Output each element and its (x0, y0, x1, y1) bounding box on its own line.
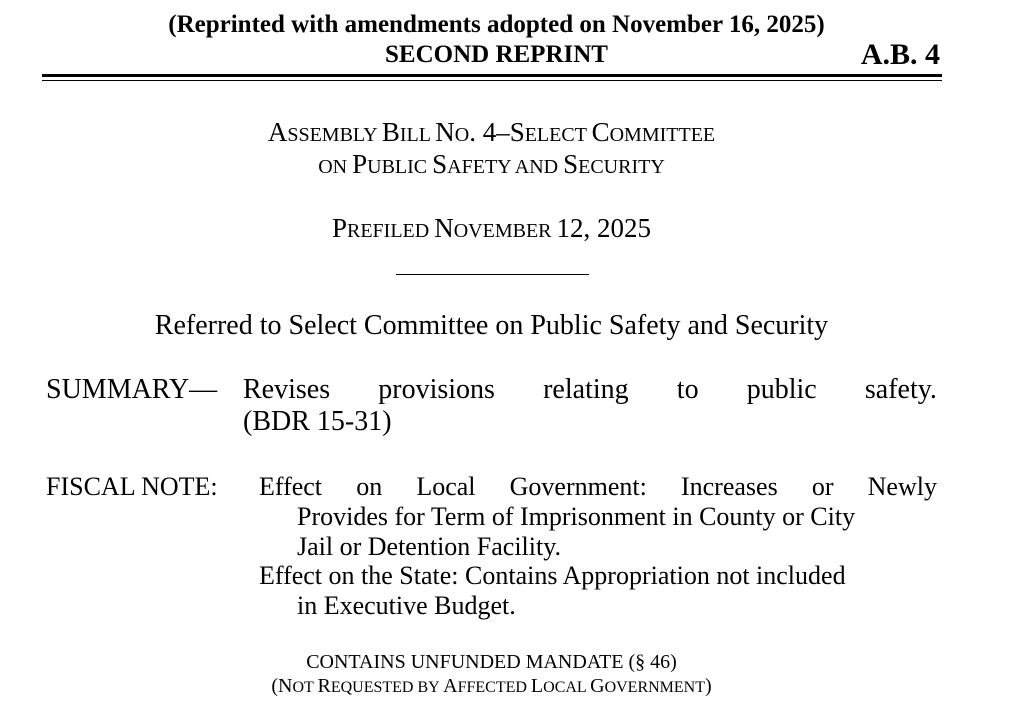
fiscal-word: or (811, 472, 834, 501)
sc-small: AFETY AND (447, 156, 564, 178)
sc-big: A (443, 675, 458, 697)
sc-small: OCAL (543, 679, 591, 696)
sc-small: SSEMBLY (287, 124, 382, 146)
sc-small: OT (292, 679, 318, 696)
summary-word: relating (543, 374, 629, 405)
sc-big: S (563, 149, 579, 179)
paren: ) (705, 675, 712, 697)
sc-small: ELECT (524, 124, 592, 146)
bill-title-line-2 (0, 148, 983, 185)
sc-small: UBLIC (367, 156, 433, 178)
fiscal-note-label: FISCAL NOTE: (46, 472, 218, 501)
sc-small: FFECTED (457, 679, 531, 696)
sc-small: REFILED (347, 220, 435, 242)
fiscal-state-line-1: Effect on the State: Contains Appropriation not included (259, 561, 846, 590)
sc-big: P (331, 213, 347, 243)
sc-big: G (590, 675, 605, 697)
sc-big: C (591, 117, 610, 147)
fiscal-word: Newly (867, 472, 937, 501)
sc-big: 12, 2025 (556, 213, 652, 243)
fiscal-word: Increases (680, 472, 778, 501)
section-divider (396, 274, 589, 275)
summary-text (243, 374, 937, 406)
summary-word: to (676, 374, 699, 405)
sc-small: ECURITY (578, 156, 665, 178)
sc-big: B (381, 117, 400, 147)
fiscal-word: Effect (259, 472, 323, 501)
summary-label: SUMMARY— (46, 374, 218, 405)
bdr-number: (BDR 15-31) (243, 406, 392, 437)
fiscal-word: on (356, 472, 383, 501)
prefiled-date (0, 211, 983, 250)
summary-word: provisions (378, 374, 495, 405)
unfunded-mandate-notice: CONTAINS UNFUNDED MANDATE (§ 46) (306, 651, 677, 673)
sc-small: ON (318, 156, 353, 178)
sc-small: EQUESTED BY (330, 679, 444, 696)
sc-big: L (530, 675, 544, 697)
sc-big: A (267, 117, 288, 147)
summary-word: Revises (243, 374, 331, 405)
reprint-note: (Reprinted with amendments adopted on November 16, 2025) (168, 11, 825, 38)
sc-big: S (432, 149, 448, 179)
sc-small: O (454, 124, 470, 146)
fiscal-local-line-3: Jail or Detention Facility. (297, 532, 562, 561)
mandate-request-status (0, 674, 983, 700)
sc-small: OMMITTEE (609, 124, 716, 146)
header-double-rule (42, 74, 942, 77)
sc-big: P (352, 149, 368, 179)
reprint-label: SECOND REPRINT (385, 41, 608, 68)
sc-big: R (317, 675, 331, 697)
summary-word: safety. (864, 374, 937, 405)
sc-small: ILL (399, 124, 436, 146)
sc-big: S (509, 117, 525, 147)
sc-big: N (434, 213, 454, 243)
bill-number: A.B. 4 (860, 38, 940, 71)
sc-big: . 4– (469, 117, 510, 147)
fiscal-state-line-2: in Executive Budget. (297, 591, 516, 620)
sc-big: N (435, 117, 455, 147)
fiscal-local-line-1 (259, 472, 937, 502)
fiscal-word: Local (416, 472, 476, 501)
fiscal-local-line-2: Provides for Term of Imprisonment in County or City (297, 502, 856, 531)
sc-big: N (277, 675, 293, 697)
fiscal-word: Government: (509, 472, 647, 501)
sc-small: OVERNMENT (604, 679, 705, 696)
sc-small: OVEMBER (453, 220, 557, 242)
paren: ( (271, 675, 278, 697)
summary-word: public (746, 374, 817, 405)
committee-referral: Referred to Select Committee on Public Safety and Security (154, 310, 829, 341)
